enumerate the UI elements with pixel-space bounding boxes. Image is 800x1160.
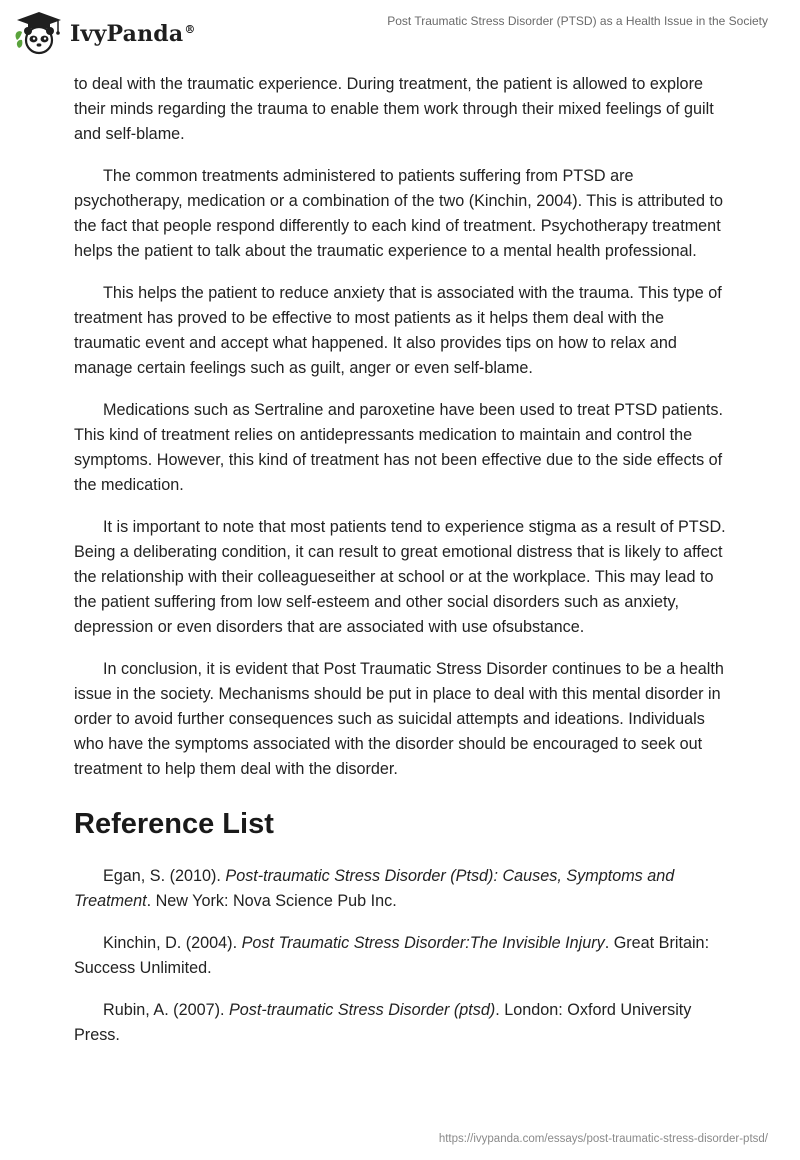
ivypanda-logo[interactable] — [14, 10, 196, 56]
reference-item: Kinchin, D. (2004). Post Traumatic Stress Disorder:The Invisible Injury. Great Britain: Success Unlimited. — [74, 934, 710, 977]
paragraph: The common treatments administered to patients suffering from PTSD are psychotherapy, medication or a combination of the two (Kinchin, 2004). This is attributed to the fact that people respond differently to each kind of treatment. Psychotherapy treatment helps the patient to talk about the traumatic experience to a mental health professional. — [74, 167, 724, 260]
paragraph: Medications such as Sertraline and paroxetine have been used to treat PTSD patients. This kind of treatment relies on antidepressants medication to maintain and control the symptoms. However, this kind of treatment has not been effective due to the side effects of the medication. — [74, 401, 723, 494]
paragraph: This helps the patient to reduce anxiety that is associated with the trauma. This type of treatment has proved to be effective to most patients as it helps them deal with the traumatic event and accept what happened. It also provides tips on how to relax and manage certain feelings such as guilt, anger or even self-blame. — [74, 284, 722, 377]
reference-item: Rubin, A. (2007). Post-traumatic Stress Disorder (ptsd). London: Oxford University Press. — [74, 1001, 692, 1044]
paragraph-continued: to deal with the traumatic experience. During treatment, the patient is allowed to explore their minds regarding the trauma to enable them work through their mixed feelings of guilt and self-blame. — [74, 75, 714, 143]
logo-text: IvyPanda® — [70, 21, 196, 47]
reference-list-heading: Reference List — [74, 808, 274, 840]
panda-graduate-icon — [14, 10, 64, 56]
document-title: Post Traumatic Stress Disorder (PTSD) as a Health Issue in the Society — [387, 14, 768, 28]
paragraph: It is important to note that most patients tend to experience stigma as a result of PTSD. Being a deliberating condition, it can result to great emotional distress that is likely to affect the relationship with their colleagueseither at school or at the workplace. This may lead to the patient suffering from low self-esteem and other social disorders such as anxiety, depression or even disorders that are associated with use ofsubstance. — [74, 518, 726, 636]
essay-content — [74, 72, 734, 1065]
paragraph: In conclusion, it is evident that Post Traumatic Stress Disorder continues to be a health issue in the society. Mechanisms should be put in place to deal with this mental disorder in order to avoid further consequences such as suicidal attempts and ideations. Individuals who have the symptoms associated with the disorder should be encouraged to seek out treatment to help them deal with the disorder. — [74, 660, 724, 778]
page-header — [0, 0, 800, 70]
reference-item: Egan, S. (2010). Post-traumatic Stress Disorder (Ptsd): Causes, Symptoms and Treatment. New York: Nova Science Pub Inc. — [74, 867, 675, 910]
source-url-link[interactable]: https://ivypanda.com/essays/post-traumatic-stress-disorder-ptsd/ — [438, 1133, 768, 1145]
